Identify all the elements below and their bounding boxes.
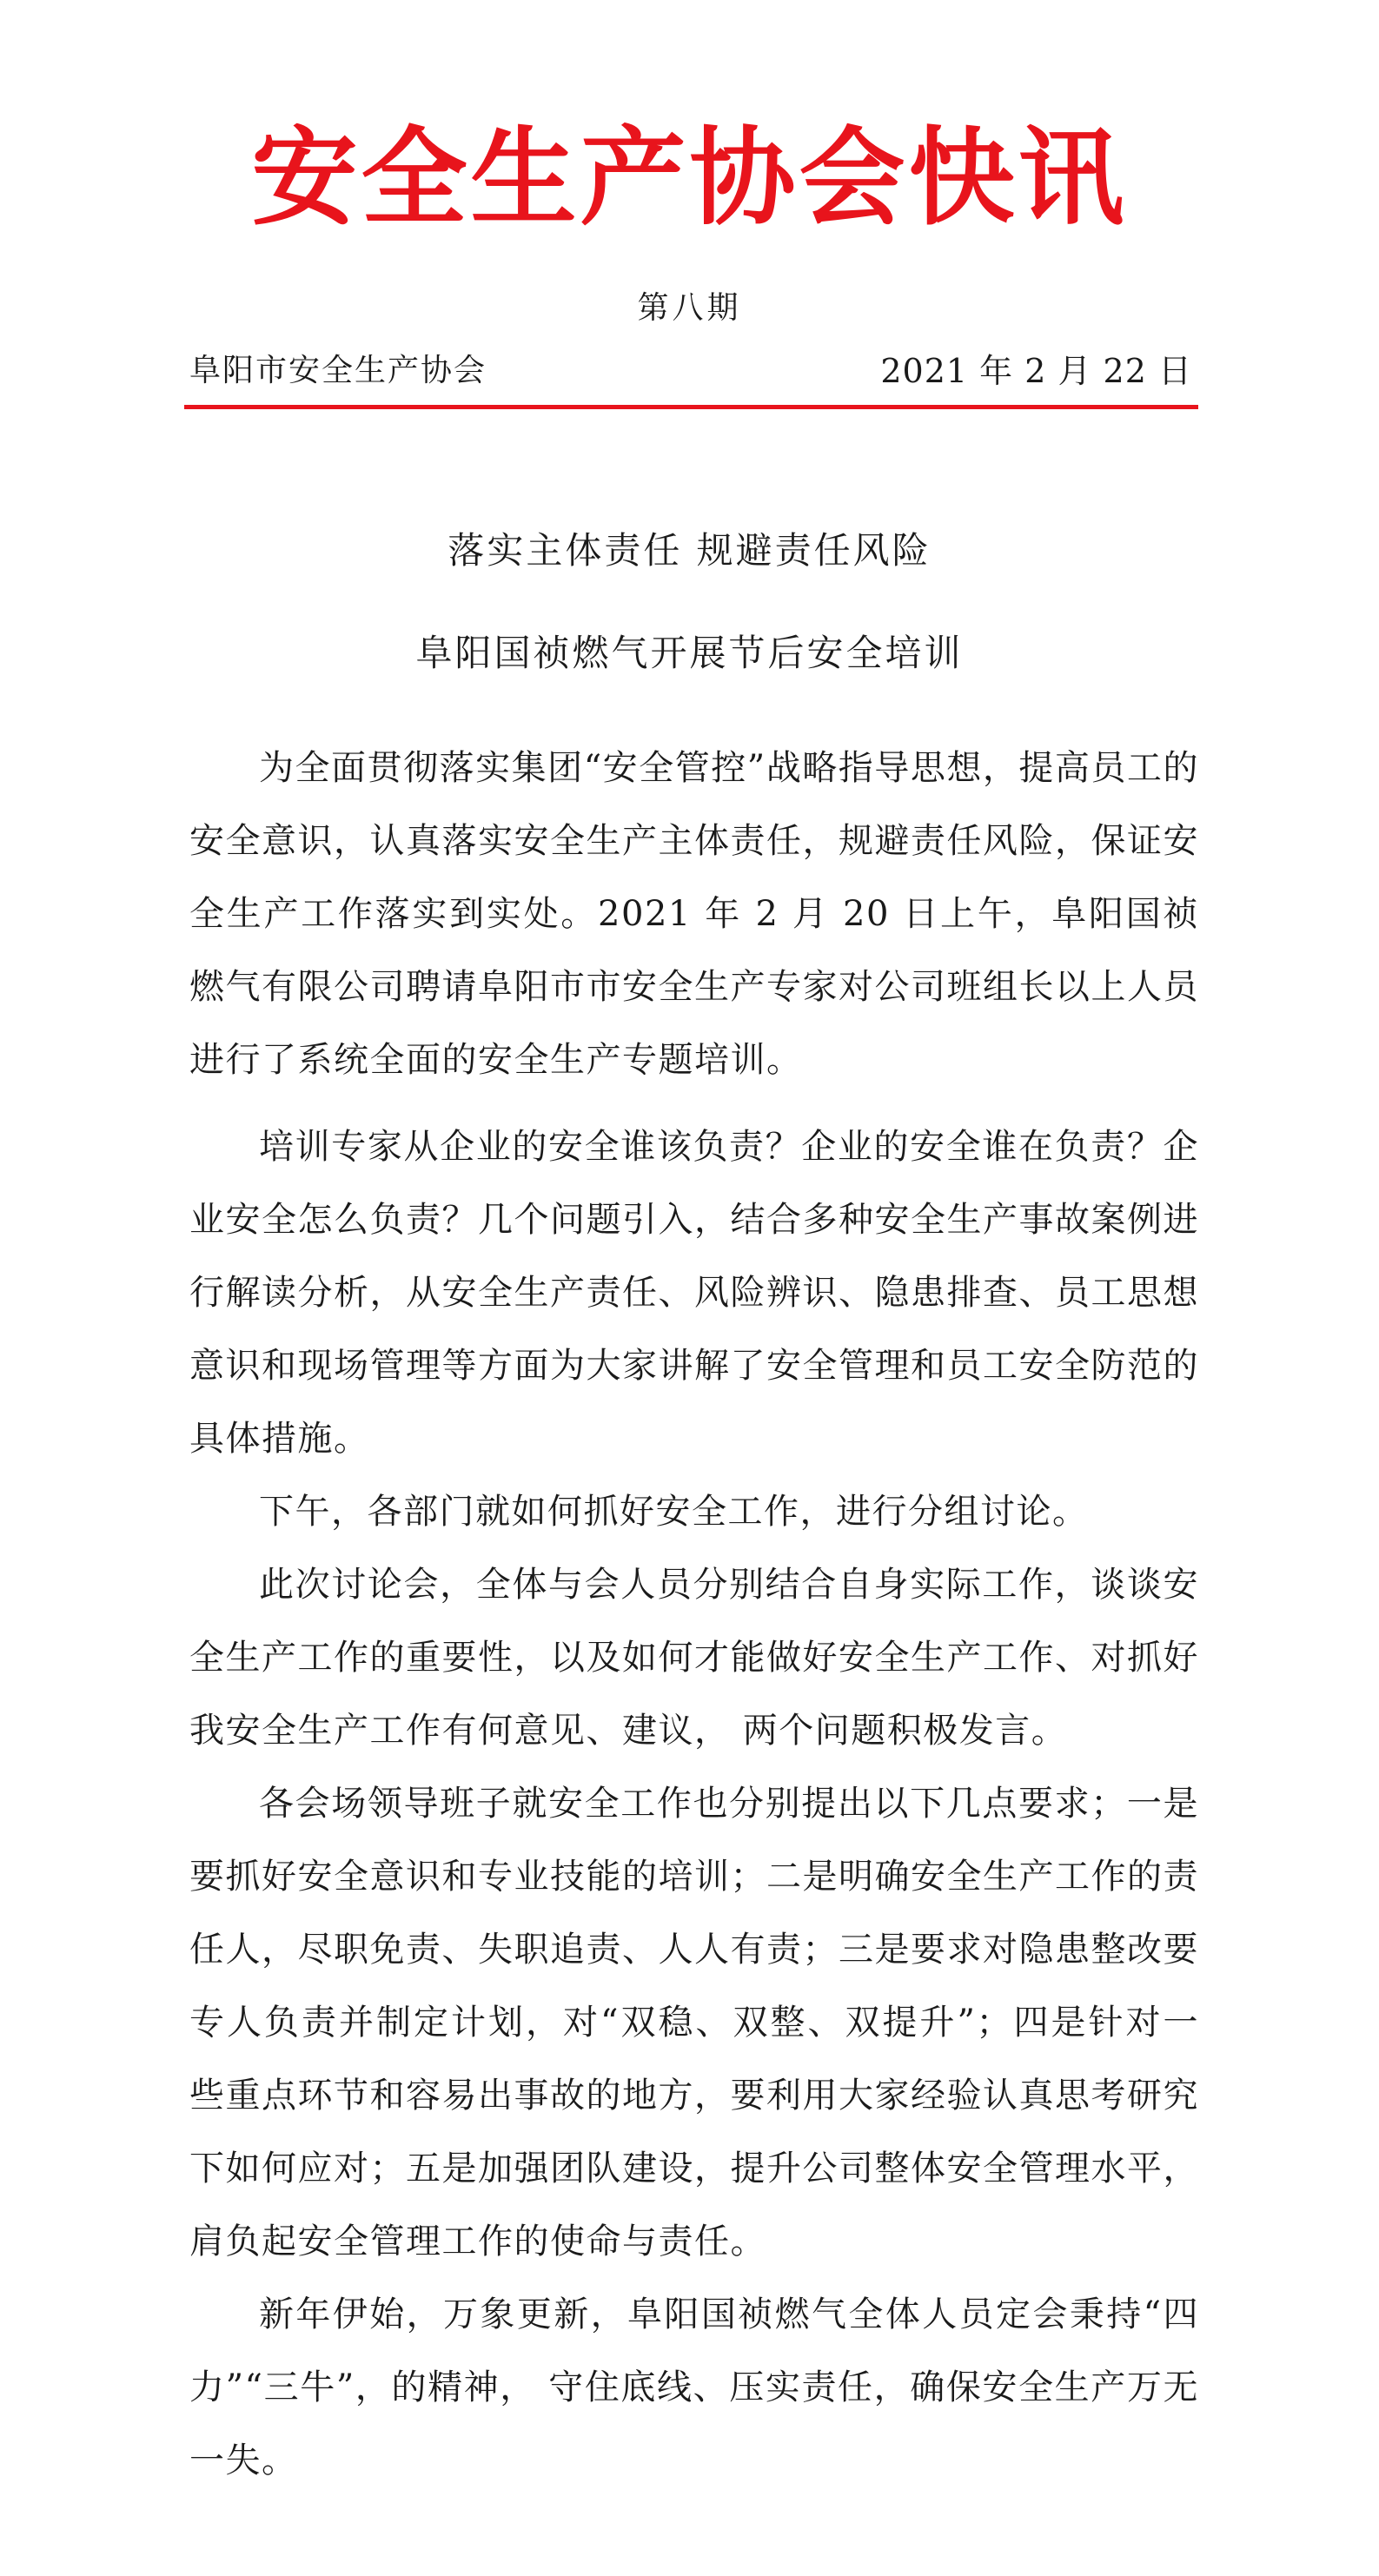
issue-number: 第八期 [637,290,742,326]
publish-date: 2021 年 2 月 22 日 [880,352,1192,390]
article-body [189,732,1199,2497]
article-subheadline: 阜阳国祯燃气开展节后安全培训 [415,632,964,674]
paragraph-intro: 为全面贯彻落实集团“安全管控”战略指导思想，提高员工的安全意识，认真落实安全生产主体责任，规避责任风险，保证安全生产工作落实到实处。2021 年 2 月 20 日上午，阜阳国祯燃气有限公司聘请阜阳市市安全生产专家对公司班组长以上人员进行了系统全面的安全生产专题培训。 [189,748,1199,1080]
paragraph-requirements: 各会场领导班子就安全工作也分别提出以下几点要求；一是要抓好安全意识和专业技能的培训；二是明确安全生产工作的责任人，尽职免责、失职追责、人人有责；三是要求对隐患整改要专人负责并制定计划，对“双稳、双整、双提升”；四是针对一些重点环节和容易出事故的地方，要利用大家经验认真思考研究下如何应对；五是加强团队建设，提升公司整体安全管理水平，肩负起安全管理工作的使命与责任。 [189,1784,1199,2261]
paragraph-afternoon: 下午，各部门就如何抓好安全工作，进行分组讨论。 [259,1492,1089,1532]
masthead-title: 安全生产协会快讯 [251,116,1128,240]
paragraph-discussion: 此次讨论会，全体与会人员分别结合自身实际工作，谈谈安全生产工作的重要性，以及如何才能做好安全生产工作、对抓好我安全生产工作有何意见、建议， 两个问题积极发言。 [189,1565,1199,1751]
paragraph-training: 培训专家从企业的安全谁该负责？企业的安全谁在负责？企业安全怎么负责？几个问题引入，结合多种安全生产事故案例进行解读分析，从安全生产责任、风险辨识、隐患排查、员工思想意识和现场管理等方面为大家讲解了安全管理和员工安全防范的具体措施。 [189,1127,1199,1459]
publisher-name: 阜阳市安全生产协会 [189,353,487,388]
article-headline: 落实主体责任 规避责任风险 [448,529,931,572]
masthead-divider [184,405,1198,409]
paragraph-closing: 新年伊始，万象更新，阜阳国祯燃气全体人员定会秉持“四力”“三牛”，的精神， 守住底线、压实责任，确保安全生产万无一失。 [189,2295,1199,2480]
